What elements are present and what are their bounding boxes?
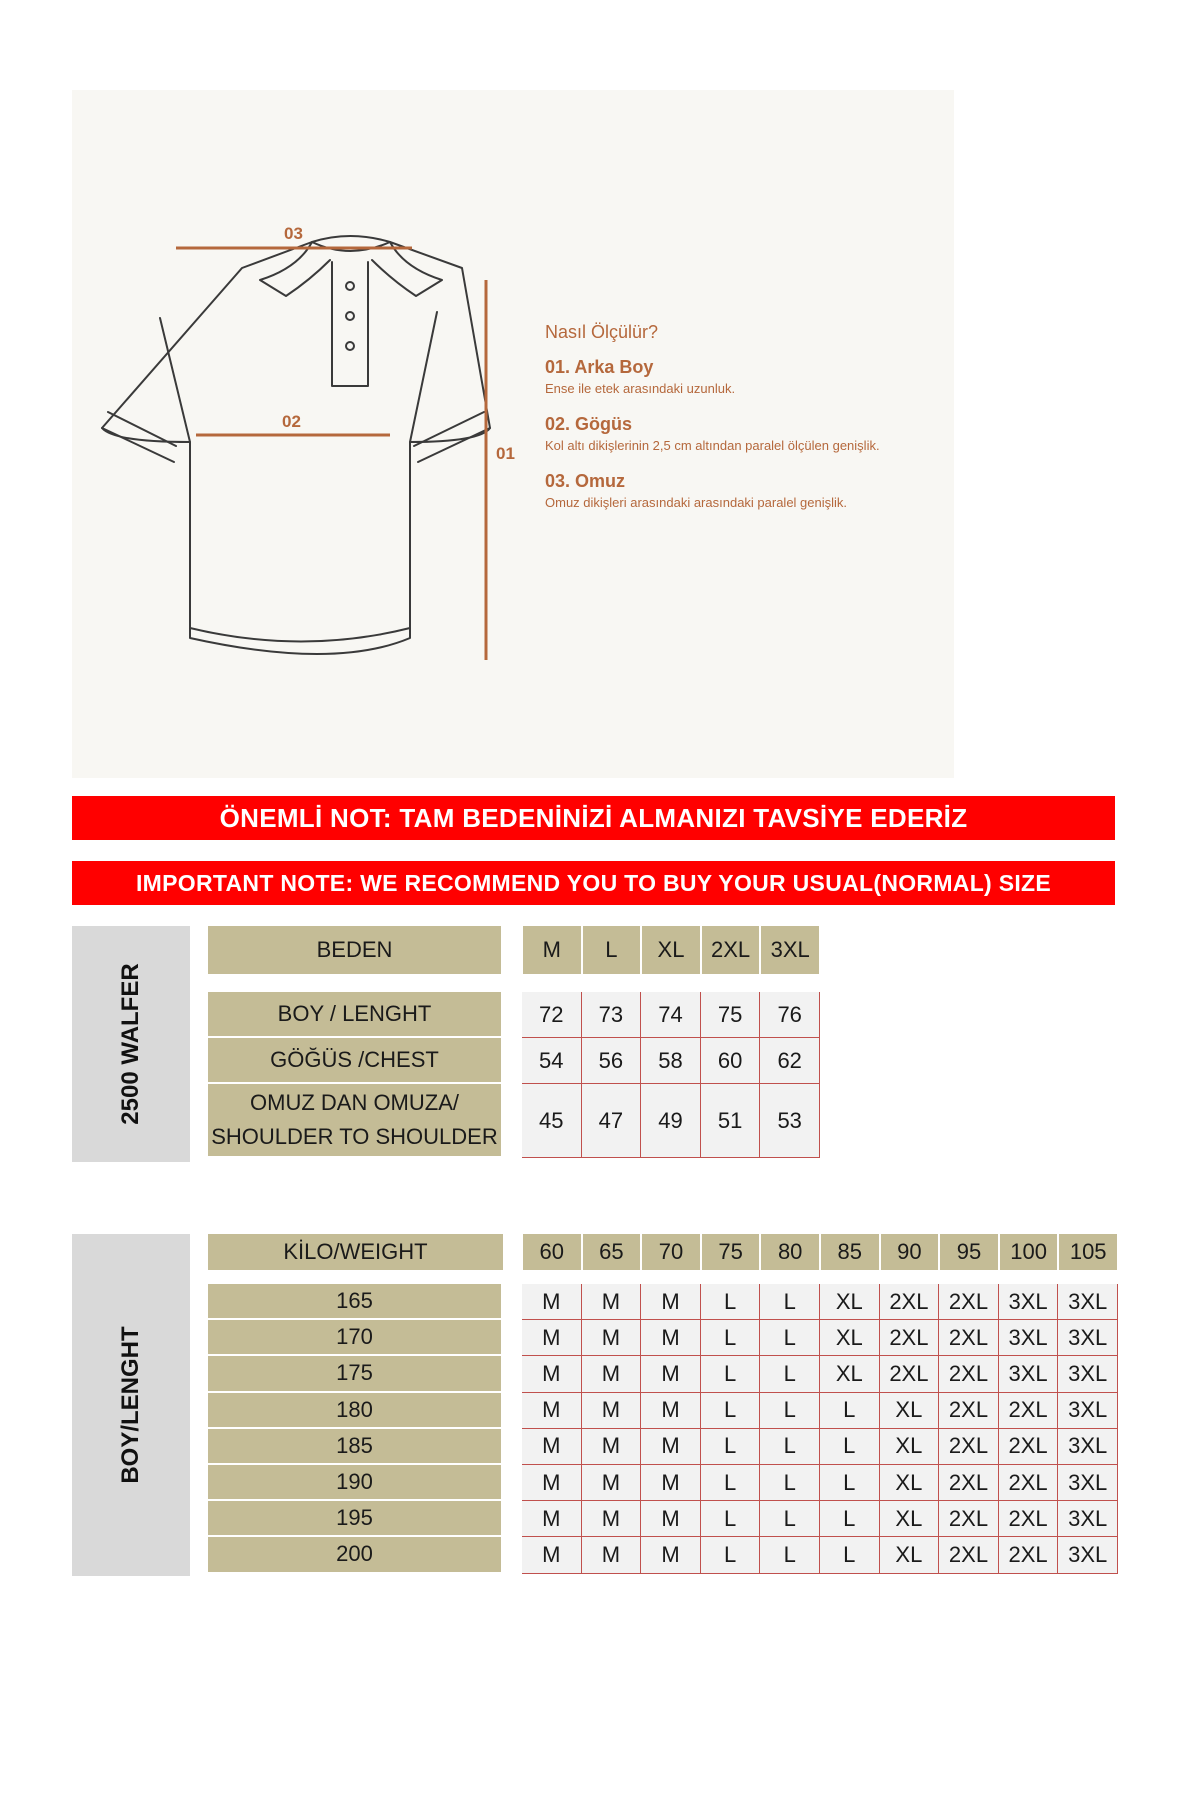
- height-row-label: 175: [208, 1356, 501, 1390]
- size-recommendation-cell: L: [760, 1429, 820, 1465]
- size-value-cell: 49: [641, 1084, 701, 1158]
- size-recommendation-cell: M: [641, 1284, 701, 1320]
- size-recommendation-cell: 3XL: [1058, 1393, 1118, 1429]
- size-value-cell: 74: [641, 992, 701, 1038]
- size-recommendation-cell: 2XL: [939, 1537, 999, 1573]
- size-recommendation-cell: L: [701, 1320, 761, 1356]
- size-row-label-line: OMUZ DAN OMUZA/: [250, 1090, 459, 1115]
- weight-header-cell: 75: [702, 1234, 760, 1270]
- size-recommendation-cell: 2XL: [939, 1465, 999, 1501]
- size-recommendation-cell: 2XL: [939, 1320, 999, 1356]
- size-value-cell: 75: [701, 992, 761, 1038]
- weight-header-label: KİLO/WEIGHT: [208, 1234, 503, 1270]
- size-recommendation-cell: M: [522, 1393, 582, 1429]
- size-recommendation-cell: XL: [880, 1465, 940, 1501]
- size-recommendation-cell: 3XL: [1058, 1429, 1118, 1465]
- size-recommendation-cell: M: [522, 1429, 582, 1465]
- size-recommendation-cell: 3XL: [1058, 1320, 1118, 1356]
- guide-item-title: 02. Gögüs: [545, 414, 633, 434]
- weight-header-cell: 100: [1000, 1234, 1058, 1270]
- size-recommendation-cell: L: [820, 1429, 880, 1465]
- size-recommendation-cell: 2XL: [939, 1501, 999, 1537]
- size-value-cell: 73: [582, 992, 642, 1038]
- size-recommendation-cell: L: [701, 1537, 761, 1573]
- size-recommendation-cell: XL: [820, 1320, 880, 1356]
- size-recommendation-cell: L: [760, 1393, 820, 1429]
- weight-header-cell: 105: [1059, 1234, 1117, 1270]
- height-row-label: 185: [208, 1429, 501, 1463]
- size-recommendation-cell: 3XL: [1058, 1284, 1118, 1320]
- size-recommendation-cell: M: [582, 1320, 642, 1356]
- guide-item-desc: Kol altı dikişlerinin 2,5 cm altından paralel ölçülen genişlik.: [545, 438, 880, 453]
- size-recommendation-cell: L: [760, 1320, 820, 1356]
- size-recommendation-cell: M: [641, 1429, 701, 1465]
- weight-header-cell: 85: [821, 1234, 879, 1270]
- size-recommendation-cell: M: [582, 1356, 642, 1392]
- size-header-cell: 3XL: [761, 926, 819, 974]
- size-recommendation-cell: L: [701, 1393, 761, 1429]
- size-recommendation-cell: L: [760, 1501, 820, 1537]
- size-row-label: [208, 1084, 501, 1156]
- size-recommendation-cell: L: [701, 1356, 761, 1392]
- size-value-cell: 54: [522, 1038, 582, 1084]
- size-recommendation-cell: M: [641, 1393, 701, 1429]
- size-recommendation-cell: 2XL: [939, 1284, 999, 1320]
- size-recommendation-cell: L: [820, 1393, 880, 1429]
- size-recommendation-cell: M: [641, 1537, 701, 1573]
- size-recommendation-cell: M: [582, 1537, 642, 1573]
- size-recommendation-cell: M: [582, 1501, 642, 1537]
- guide-item-desc: Omuz dikişleri arasındaki arasındaki paralel genişlik.: [545, 495, 848, 510]
- size-recommendation-cell: 3XL: [999, 1284, 1059, 1320]
- measurement-illustration: [72, 90, 954, 778]
- important-note-en: IMPORTANT NOTE: WE RECOMMEND YOU TO BUY YOUR USUAL(NORMAL) SIZE: [72, 861, 1115, 905]
- size-value-cell: 51: [701, 1084, 761, 1158]
- size-recommendation-cell: M: [641, 1320, 701, 1356]
- size-recommendation-cell: 2XL: [999, 1537, 1059, 1573]
- height-row-label: 195: [208, 1501, 501, 1535]
- chest-label: 02: [282, 412, 301, 431]
- length-label: 01: [496, 444, 515, 463]
- measurement-guide: [545, 322, 945, 522]
- size-value-cell: 47: [582, 1084, 642, 1158]
- shoulder-label: 03: [284, 224, 303, 243]
- weight-header-cell: 80: [761, 1234, 819, 1270]
- guide-item-title: 01. Arka Boy: [545, 357, 654, 377]
- size-recommendation-cell: L: [701, 1465, 761, 1501]
- size-recommendation-cell: XL: [880, 1393, 940, 1429]
- model-sidebar: [72, 926, 190, 1162]
- size-recommendation-cell: XL: [880, 1501, 940, 1537]
- size-recommendation-cell: M: [641, 1465, 701, 1501]
- size-header-cell: 2XL: [702, 926, 760, 974]
- size-recommendation-cell: 3XL: [1058, 1465, 1118, 1501]
- size-recommendation-cell: 2XL: [880, 1284, 940, 1320]
- size-recommendation-cell: 2XL: [880, 1320, 940, 1356]
- size-recommendation-cell: 2XL: [939, 1356, 999, 1392]
- height-axis-label: BOY/LENGHT: [117, 1326, 144, 1484]
- weight-header-cell: 70: [642, 1234, 700, 1270]
- size-recommendation-cell: XL: [880, 1429, 940, 1465]
- size-recommendation-cell: 3XL: [1058, 1537, 1118, 1573]
- weight-header-cell: 95: [940, 1234, 998, 1270]
- size-value-cell: 60: [701, 1038, 761, 1084]
- size-recommendation-cell: M: [522, 1320, 582, 1356]
- size-recommendation-cell: L: [701, 1284, 761, 1320]
- size-recommendation-cell: 2XL: [999, 1393, 1059, 1429]
- size-recommendation-cell: 2XL: [999, 1501, 1059, 1537]
- size-recommendation-cell: L: [820, 1501, 880, 1537]
- size-recommendation-cell: XL: [820, 1356, 880, 1392]
- size-value-cell: 62: [760, 1038, 820, 1084]
- size-row-label: GÖĞÜS /CHEST: [208, 1038, 501, 1082]
- size-header-cell: XL: [642, 926, 700, 974]
- size-recommendation-cell: M: [582, 1393, 642, 1429]
- guide-item-shoulder: [545, 471, 945, 510]
- weight-header-cell: 65: [583, 1234, 641, 1270]
- size-recommendation-cell: M: [582, 1465, 642, 1501]
- size-recommendation-cell: L: [701, 1501, 761, 1537]
- important-note-tr: ÖNEMLİ NOT: TAM BEDENİNİZİ ALMANIZI TAVSİYE EDERİZ: [72, 796, 1115, 840]
- model-name: 2500 WALFER: [117, 963, 144, 1125]
- size-recommendation-cell: 3XL: [1058, 1501, 1118, 1537]
- size-recommendation-cell: 2XL: [939, 1393, 999, 1429]
- size-header-cell: L: [583, 926, 641, 974]
- size-recommendation-cell: M: [522, 1537, 582, 1573]
- size-recommendation-cell: L: [820, 1537, 880, 1573]
- size-value-cell: 58: [641, 1038, 701, 1084]
- guide-item-desc: Ense ile etek arasındaki uzunluk.: [545, 381, 736, 396]
- guide-item-length: [545, 357, 945, 396]
- size-value-cell: 56: [582, 1038, 642, 1084]
- size-recommendation-cell: M: [522, 1465, 582, 1501]
- size-recommendation-cell: L: [760, 1465, 820, 1501]
- size-row-label-line: SHOULDER TO SHOULDER: [211, 1124, 498, 1149]
- size-recommendation-cell: M: [522, 1284, 582, 1320]
- size-recommendation-cell: L: [820, 1465, 880, 1501]
- height-row-label: 180: [208, 1393, 501, 1427]
- height-row-label: 170: [208, 1320, 501, 1354]
- size-recommendation-cell: 3XL: [1058, 1356, 1118, 1392]
- size-recommendation-cell: M: [641, 1356, 701, 1392]
- size-recommendation-cell: 2XL: [880, 1356, 940, 1392]
- height-sidebar: [72, 1234, 190, 1576]
- size-value-cell: 53: [760, 1084, 820, 1158]
- size-recommendation-cell: L: [701, 1429, 761, 1465]
- size-recommendation-cell: L: [760, 1284, 820, 1320]
- size-recommendation-cell: M: [641, 1501, 701, 1537]
- size-recommendation-cell: M: [522, 1501, 582, 1537]
- guide-item-chest: [545, 414, 945, 453]
- size-recommendation-cell: L: [760, 1356, 820, 1392]
- size-header-label: BEDEN: [208, 926, 501, 974]
- height-row-label: 200: [208, 1537, 501, 1571]
- size-value-cell: 45: [522, 1084, 582, 1158]
- size-row-label: BOY / LENGHT: [208, 992, 501, 1036]
- guide-question: Nasıl Ölçülür?: [545, 322, 659, 342]
- size-recommendation-cell: M: [582, 1284, 642, 1320]
- size-recommendation-cell: L: [760, 1537, 820, 1573]
- size-recommendation-cell: 2XL: [939, 1429, 999, 1465]
- size-recommendation-cell: 3XL: [999, 1356, 1059, 1392]
- height-row-label: 190: [208, 1465, 501, 1499]
- size-recommendation-cell: 2XL: [999, 1429, 1059, 1465]
- size-recommendation-cell: 2XL: [999, 1465, 1059, 1501]
- weight-header-cell: 60: [523, 1234, 581, 1270]
- size-recommendation-cell: XL: [820, 1284, 880, 1320]
- height-row-label: 165: [208, 1284, 501, 1318]
- size-header-cell: M: [523, 926, 581, 974]
- size-value-cell: 72: [522, 992, 582, 1038]
- guide-item-title: 03. Omuz: [545, 471, 626, 491]
- size-recommendation-cell: XL: [880, 1537, 940, 1573]
- weight-header-cell: 90: [881, 1234, 939, 1270]
- size-value-cell: 76: [760, 992, 820, 1038]
- size-recommendation-cell: M: [582, 1429, 642, 1465]
- size-recommendation-cell: 3XL: [999, 1320, 1059, 1356]
- size-recommendation-cell: M: [522, 1356, 582, 1392]
